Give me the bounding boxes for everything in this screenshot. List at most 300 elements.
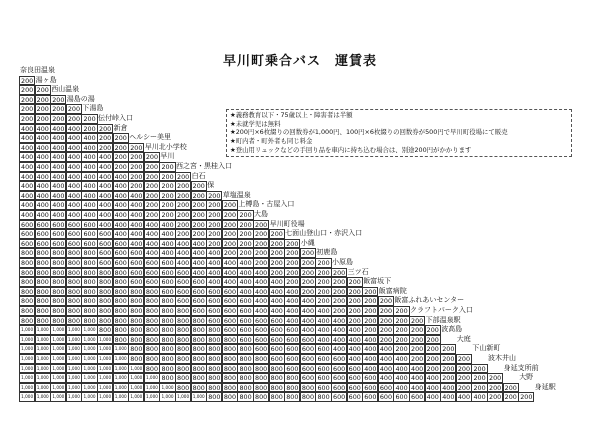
fare-cell: 200 [315,268,331,278]
fare-cell: 400 [97,200,113,210]
fare-cell: 200 [222,220,238,230]
fare-cell: 600 [300,354,316,364]
fare-cell: 800 [128,296,144,306]
fare-cell: 600 [206,287,222,297]
fare-cell: 400 [144,229,160,239]
note-line: ★町内者・町外者も同じ料金 [230,137,313,146]
fare-cell: 400 [425,383,441,393]
fare-cell: 1,000 [66,373,82,383]
fare-cell: 400 [362,344,378,354]
fare-cell: 200 [206,200,222,210]
fare-cell: 1,000 [97,364,113,374]
fare-cell: 200 [159,181,175,191]
fare-cell: 400 [81,133,97,143]
fare-cell: 200 [362,306,378,316]
fare-cell: 200 [393,335,409,345]
fare-cell: 800 [159,344,175,354]
fare-cell: 200 [144,152,160,162]
fare-cell: 200 [50,114,66,124]
fare-cell: 400 [66,191,82,201]
fare-cell: 200 [191,191,207,201]
fare-cell: 400 [331,344,347,354]
fare-cell: 400 [66,200,82,210]
fare-cell: 600 [237,335,253,345]
fare-cell: 400 [378,354,394,364]
fare-cell: 1,000 [19,383,35,393]
fare-cell: 600 [222,306,238,316]
fare-cell: 200 [113,162,129,172]
fare-cell: 200 [19,95,35,105]
fare-cell: 200 [191,210,207,220]
fare-cell: 400 [35,181,51,191]
fare-cell: 800 [113,296,129,306]
fare-cell: 400 [253,306,269,316]
fare-cell: 400 [393,364,409,374]
fare-cell: 400 [159,239,175,249]
fare-cell: 600 [253,344,269,354]
fare-cell: 400 [66,162,82,172]
fare-cell: 200 [409,354,425,364]
fare-cell: 400 [35,210,51,220]
fare-cell: 1,000 [19,364,35,374]
fare-cell: 400 [331,335,347,345]
fare-cell: 800 [253,392,269,402]
fare-cell: 800 [144,287,160,297]
fare-cell: 400 [300,316,316,326]
fare-cell: 400 [113,172,129,182]
fare-cell: 200 [159,210,175,220]
fare-cell: 600 [222,296,238,306]
fare-cell: 800 [19,296,35,306]
fare-notes-box [226,109,572,157]
page-title: 早川町乗合バス 運賃表 [222,54,377,69]
fare-cell: 200 [144,200,160,210]
fare-cell: 200 [222,210,238,220]
fare-cell: 400 [284,296,300,306]
fare-cell: 600 [315,383,331,393]
fare-cell: 1,000 [66,364,82,374]
fare-cell: 400 [409,373,425,383]
fare-cell: 800 [50,268,66,278]
fare-cell: 200 [144,181,160,191]
fare-cell: 400 [159,248,175,258]
fare-cell: 1,000 [66,354,82,364]
stop-name: 上榑島・古屋入口 [238,200,295,209]
fare-cell: 200 [237,220,253,230]
fare-cell: 800 [19,258,35,268]
fare-cell: 600 [253,316,269,326]
fare-cell: 400 [50,143,66,153]
fare-cell: 1,000 [191,392,207,402]
fare-cell: 400 [19,172,35,182]
fare-cell: 200 [128,172,144,182]
fare-cell: 1,000 [50,344,66,354]
fare-cell: 200 [97,124,113,134]
fare-cell: 200 [222,200,238,210]
fare-cell: 600 [222,325,238,335]
fare-cell: 200 [347,287,363,297]
fare-cell: 1,000 [50,373,66,383]
fare-cell: 1,000 [81,325,97,335]
fare-cell: 400 [253,277,269,287]
fare-cell: 200 [113,143,129,153]
fare-cell: 400 [440,383,456,393]
fare-cell: 800 [19,248,35,258]
stop-name: 下山新町 [472,344,501,353]
fare-cell: 200 [35,114,51,124]
fare-cell: 200 [456,383,472,393]
fare-cell: 400 [331,325,347,335]
fare-cell: 200 [503,383,519,393]
fare-cell: 800 [128,344,144,354]
fare-cell: 400 [50,172,66,182]
fare-cell: 800 [253,354,269,364]
fare-cell: 200 [35,95,51,105]
fare-cell: 400 [471,392,487,402]
fare-cell: 800 [191,354,207,364]
fare-cell: 400 [50,210,66,220]
fare-cell: 600 [175,277,191,287]
fare-cell: 600 [144,258,160,268]
fare-cell: 400 [113,210,129,220]
fare-cell: 800 [175,306,191,316]
fare-cell: 400 [175,258,191,268]
fare-cell: 600 [159,268,175,278]
fare-cell: 800 [128,325,144,335]
fare-cell: 1,000 [50,354,66,364]
fare-cell: 400 [81,210,97,220]
fare-cell: 800 [50,316,66,326]
fare-cell: 200 [284,258,300,268]
fare-cell: 800 [175,344,191,354]
fare-cell: 1,000 [19,325,35,335]
fare-cell: 200 [315,258,331,268]
fare-cell: 200 [144,191,160,201]
fare-cell: 600 [253,335,269,345]
fare-cell: 600 [269,316,285,326]
fare-cell: 400 [97,191,113,201]
fare-cell: 200 [128,162,144,172]
fare-cell: 800 [237,344,253,354]
fare-cell: 200 [175,210,191,220]
fare-cell: 200 [409,335,425,345]
stop-name: 湯島の湯 [66,94,95,103]
fare-cell: 400 [237,258,253,268]
fare-cell: 200 [409,344,425,354]
fare-cell: 400 [284,316,300,326]
fare-cell: 400 [35,133,51,143]
fare-cell: 600 [97,248,113,258]
fare-cell: 400 [347,335,363,345]
fare-cell: 800 [66,268,82,278]
fare-cell: 200 [425,354,441,364]
fare-cell: 600 [222,316,238,326]
fare-cell: 200 [144,210,160,220]
fare-cell: 800 [144,364,160,374]
fare-cell: 400 [113,191,129,201]
fare-cell: 600 [409,392,425,402]
fare-cell: 600 [191,277,207,287]
fare-cell: 600 [237,316,253,326]
fare-cell: 200 [378,335,394,345]
fare-cell: 200 [409,316,425,326]
fare-cell: 800 [206,344,222,354]
fare-cell: 800 [50,306,66,316]
fare-cell: 600 [35,220,51,230]
fare-cell: 800 [97,306,113,316]
fare-cell: 200 [440,364,456,374]
fare-cell: 1,000 [81,354,97,364]
fare-cell: 400 [331,316,347,326]
fare-cell: 200 [300,268,316,278]
fare-cell: 600 [300,364,316,374]
fare-cell: 800 [315,392,331,402]
fare-cell: 800 [175,325,191,335]
fare-cell: 800 [81,277,97,287]
fare-cell: 800 [81,258,97,268]
fare-cell: 200 [440,373,456,383]
fare-cell: 1,000 [66,344,82,354]
fare-cell: 200 [315,277,331,287]
fare-cell: 400 [315,306,331,316]
fare-cell: 600 [206,316,222,326]
fare-cell: 400 [269,306,285,316]
fare-cell: 800 [113,325,129,335]
fare-cell: 800 [66,287,82,297]
stop-name: 早川 [160,152,175,161]
fare-cell: 600 [269,354,285,364]
fare-cell: 1,000 [113,383,129,393]
fare-cell: 400 [66,210,82,220]
fare-cell: 400 [81,143,97,153]
fare-cell: 800 [175,383,191,393]
fare-cell: 800 [81,248,97,258]
fare-cell: 400 [206,277,222,287]
fare-cell: 800 [50,277,66,287]
fare-cell: 400 [97,181,113,191]
fare-cell: 800 [19,268,35,278]
stop-name: 三ツ石 [347,267,369,276]
fare-cell: 800 [97,268,113,278]
fare-cell: 400 [378,373,394,383]
fare-cell: 800 [159,373,175,383]
fare-cell: 600 [66,229,82,239]
fare-cell: 600 [331,392,347,402]
fare-cell: 600 [144,277,160,287]
fare-cell: 800 [128,335,144,345]
fare-cell: 1,000 [66,335,82,345]
fare-cell: 200 [487,383,503,393]
fare-cell: 400 [81,191,97,201]
fare-cell: 200 [175,229,191,239]
fare-cell: 400 [378,344,394,354]
fare-cell: 600 [35,239,51,249]
fare-cell: 400 [19,191,35,201]
fare-cell: 200 [159,191,175,201]
fare-cell: 800 [253,364,269,374]
fare-cell: 800 [66,296,82,306]
fare-cell: 400 [128,210,144,220]
fare-cell: 1,000 [144,373,160,383]
fare-cell: 600 [284,335,300,345]
fare-cell: 200 [331,287,347,297]
fare-cell: 600 [253,325,269,335]
fare-cell: 200 [518,392,534,402]
fare-cell: 400 [81,181,97,191]
fare-cell: 200 [206,220,222,230]
fare-cell: 200 [253,248,269,258]
fare-cell: 800 [97,296,113,306]
fare-cell: 200 [331,306,347,316]
fare-cell: 1,000 [81,364,97,374]
fare-cell: 800 [81,316,97,326]
fare-cell: 200 [66,104,82,114]
fare-cell: 600 [269,335,285,345]
fare-cell: 600 [300,373,316,383]
fare-cell: 800 [50,287,66,297]
fare-cell: 800 [128,354,144,364]
fare-cell: 400 [113,220,129,230]
fare-cell: 400 [300,296,316,306]
fare-cell: 800 [269,373,285,383]
fare-cell: 600 [97,258,113,268]
fare-cell: 200 [378,325,394,335]
fare-cell: 400 [128,229,144,239]
fare-cell: 400 [66,143,82,153]
fare-cell: 600 [66,220,82,230]
stop-name: 七面山登山口・赤沢入口 [285,229,363,238]
fare-cell: 600 [113,248,129,258]
stop-name: 身延駅 [534,382,556,391]
fare-cell: 800 [19,316,35,326]
fare-cell: 200 [393,306,409,316]
fare-cell: 800 [81,306,97,316]
fare-cell: 800 [269,392,285,402]
fare-cell: 1,000 [19,373,35,383]
fare-cell: 400 [409,364,425,374]
fare-cell: 400 [128,220,144,230]
fare-cell: 600 [50,229,66,239]
fare-cell: 600 [347,392,363,402]
stop-name: 西山温泉 [51,85,80,94]
stop-name: 身延支所前 [503,363,539,372]
fare-cell: 200 [269,258,285,268]
fare-cell: 600 [331,373,347,383]
fare-cell: 600 [315,344,331,354]
fare-cell: 400 [206,268,222,278]
fare-cell: 400 [81,162,97,172]
fare-cell: 200 [97,143,113,153]
fare-cell: 400 [128,191,144,201]
fare-cell: 600 [19,239,35,249]
fare-cell: 800 [113,268,129,278]
fare-cell: 200 [206,229,222,239]
fare-cell: 1,000 [159,392,175,402]
fare-cell: 800 [253,383,269,393]
fare-cell: 800 [222,392,238,402]
fare-cell: 200 [300,258,316,268]
fare-cell: 800 [222,344,238,354]
fare-cell: 600 [378,392,394,402]
fare-cell: 800 [50,258,66,268]
fare-cell: 400 [159,229,175,239]
fare-cell: 200 [35,104,51,114]
fare-cell: 400 [144,248,160,258]
fare-cell: 400 [128,200,144,210]
fare-cell: 400 [50,191,66,201]
fare-cell: 200 [425,344,441,354]
fare-cell: 800 [206,325,222,335]
fare-cell: 200 [284,268,300,278]
fare-cell: 1,000 [81,383,97,393]
fare-cell: 200 [331,268,347,278]
fare-cell: 1,000 [97,373,113,383]
fare-cell: 200 [253,239,269,249]
fare-cell: 600 [206,296,222,306]
note-line: ★未就学児は無料 [230,119,281,128]
fare-cell: 600 [175,287,191,297]
fare-cell: 600 [315,364,331,374]
fare-cell: 800 [222,383,238,393]
fare-cell: 600 [222,287,238,297]
fare-cell: 800 [206,383,222,393]
fare-cell: 200 [269,229,285,239]
fare-cell: 400 [35,200,51,210]
fare-cell: 800 [284,392,300,402]
fare-cell: 800 [113,316,129,326]
fare-cell: 400 [222,268,238,278]
fare-cell: 600 [35,229,51,239]
fare-cell: 200 [347,296,363,306]
stop-name: 新倉 [113,123,128,132]
fare-cell: 400 [19,162,35,172]
note-line: ★200円×6枚綴りの回数券が1,000円、100円×6枚綴りの回数券が500円で早川町役場にて販売 [230,128,508,137]
note-line: ★義務教育以下・75歳以上・障害者は半額 [230,111,353,119]
fare-cell: 600 [300,344,316,354]
fare-cell: 600 [191,296,207,306]
fare-cell: 200 [440,344,456,354]
fare-cell: 200 [253,258,269,268]
fare-cell: 1,000 [81,373,97,383]
stop-name: 早川北小学校 [144,142,187,151]
fare-cell: 600 [175,296,191,306]
fare-cell: 200 [471,383,487,393]
fare-cell: 800 [222,364,238,374]
fare-cell: 200 [362,296,378,306]
fare-cell: 800 [191,325,207,335]
fare-cell: 1,000 [113,344,129,354]
fare-cell: 200 [191,181,207,191]
stop-name: 波高島 [441,325,463,334]
fare-cell: 1,000 [66,383,82,393]
fare-cell: 1,000 [81,344,97,354]
fare-cell: 200 [440,354,456,364]
fare-cell: 800 [144,335,160,345]
fare-cell: 800 [222,373,238,383]
fare-cell: 400 [50,124,66,134]
fare-cell: 400 [269,287,285,297]
fare-cell: 800 [191,316,207,326]
fare-cell: 400 [35,172,51,182]
fare-cell: 400 [269,277,285,287]
fare-cell: 800 [144,306,160,316]
fare-cell: 800 [175,335,191,345]
fare-cell: 400 [362,335,378,345]
fare-cell: 1,000 [113,392,129,402]
fare-cell: 400 [237,268,253,278]
fare-cell: 800 [159,325,175,335]
fare-cell: 400 [97,220,113,230]
